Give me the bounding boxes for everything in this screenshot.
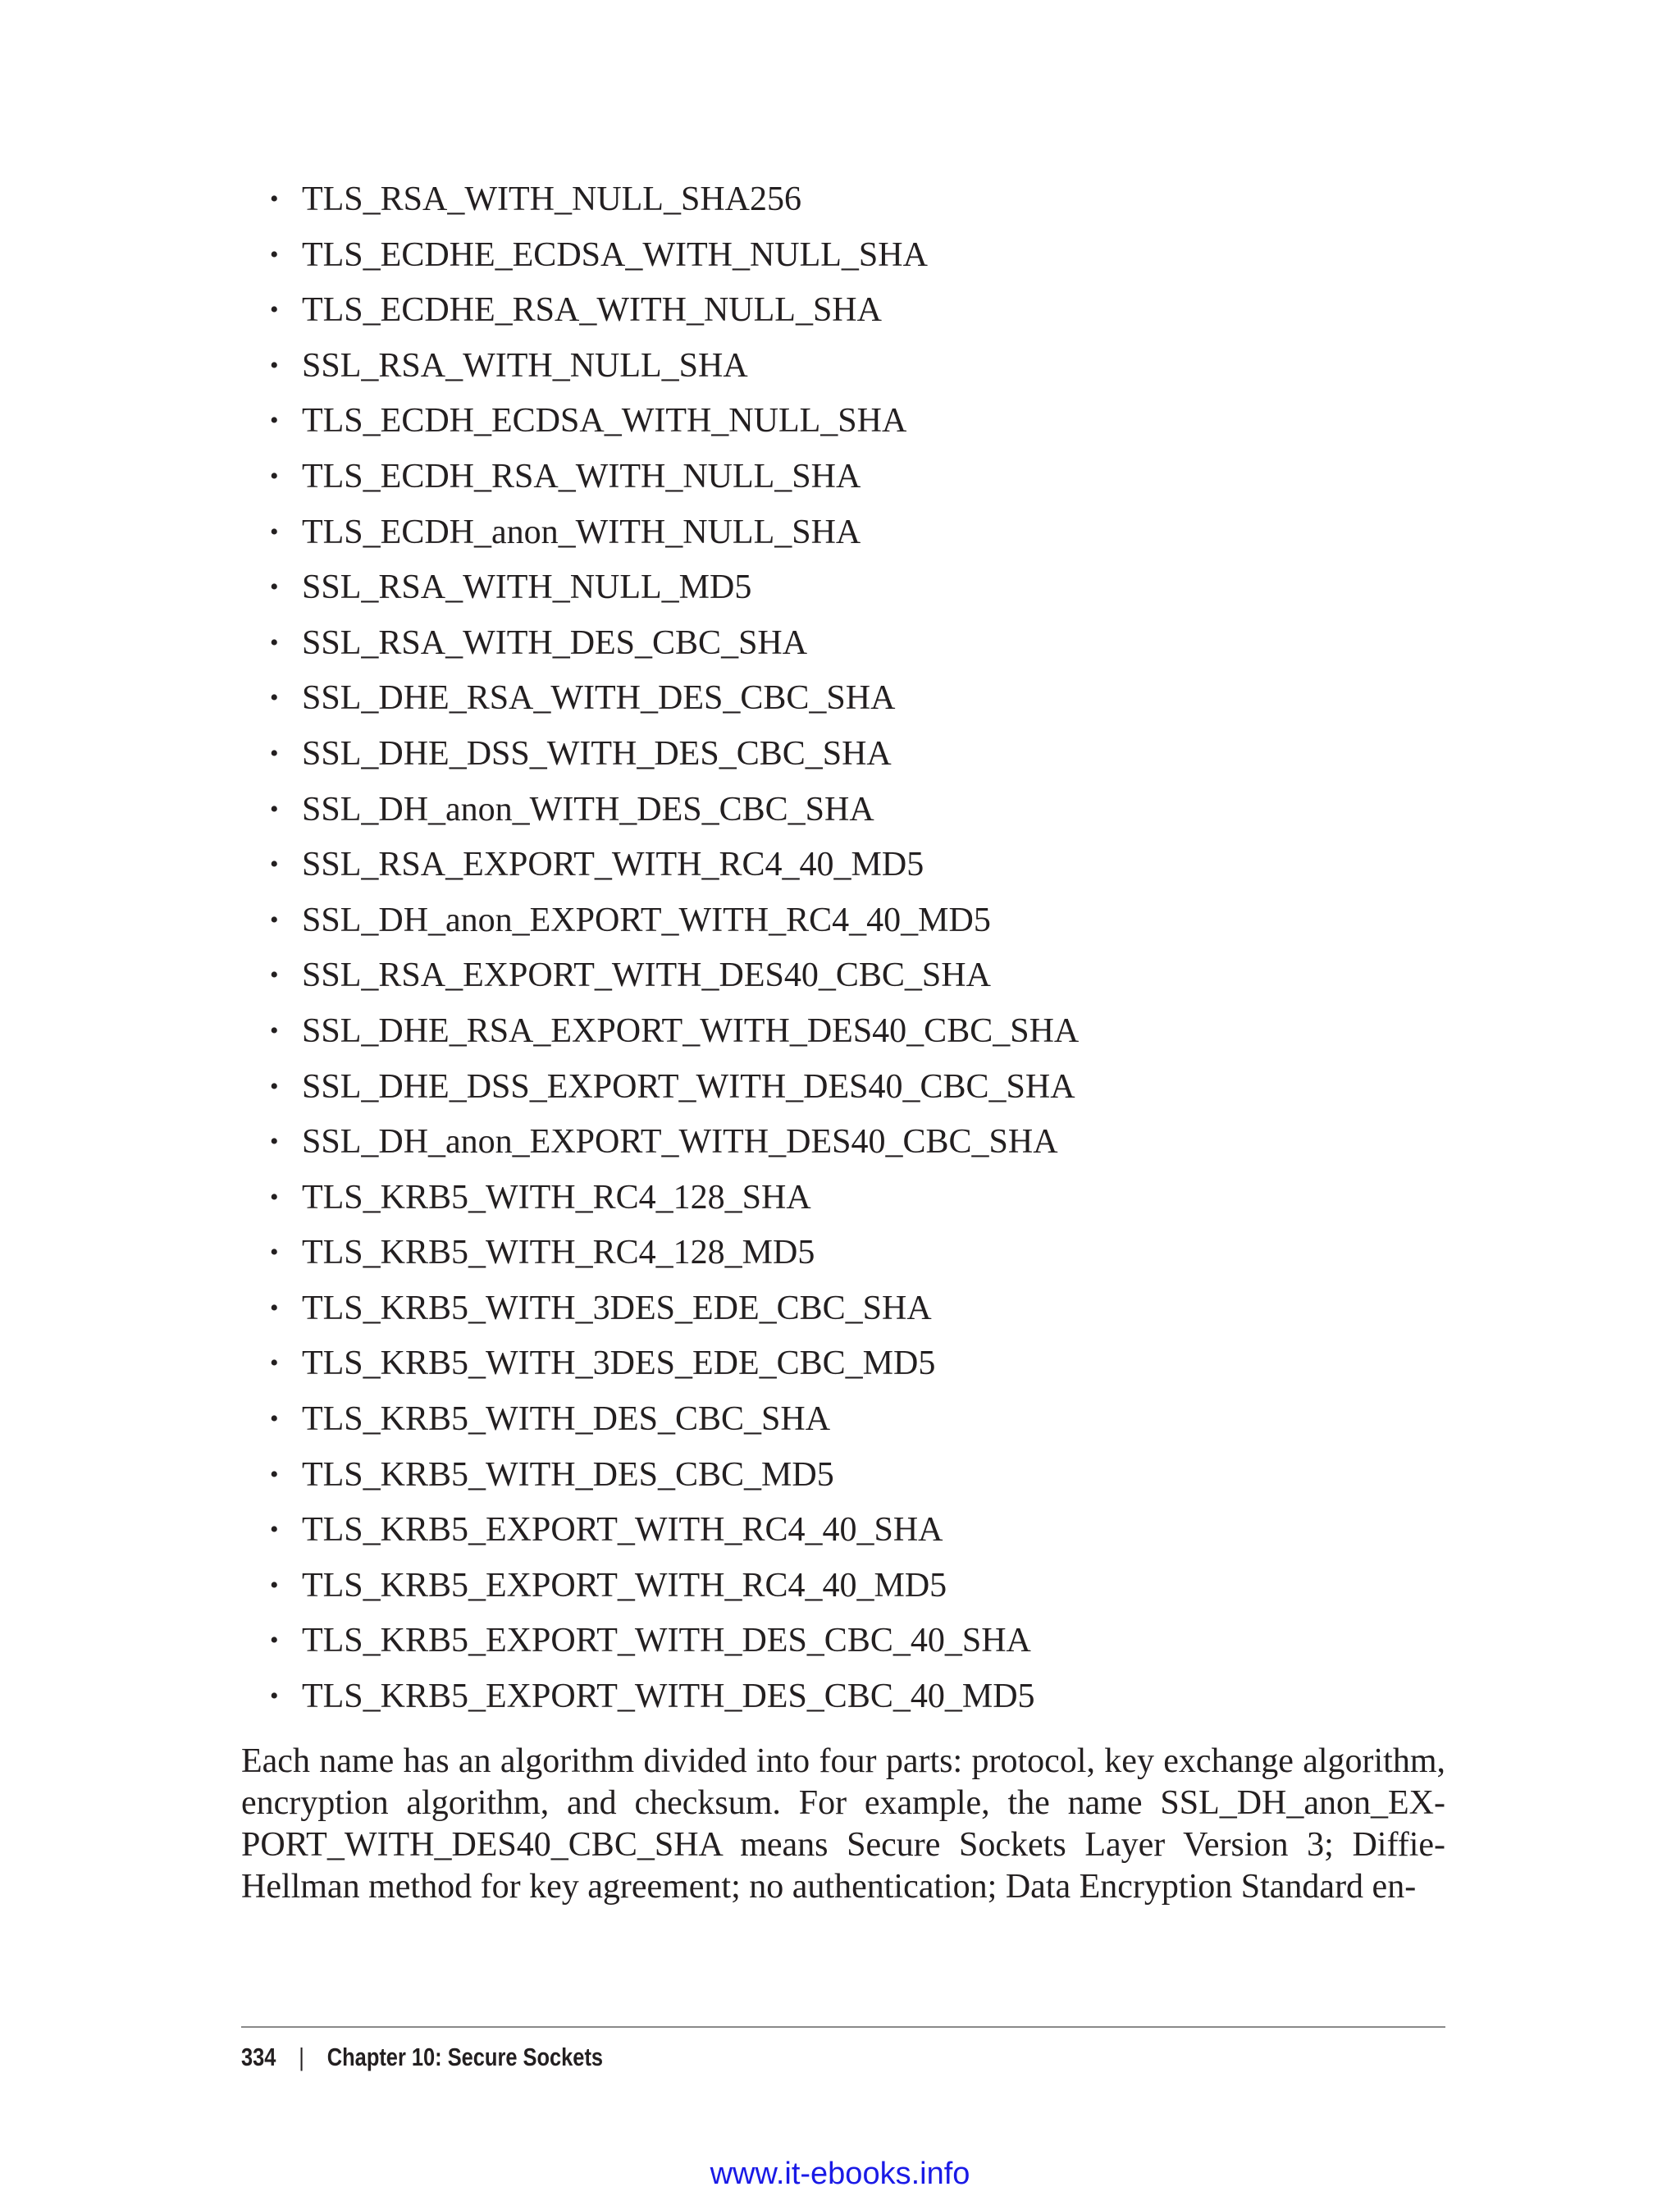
cipher-suite-name: TLS_KRB5_WITH_DES_CBC_SHA <box>302 1400 831 1439</box>
bullet-icon: • <box>270 1460 279 1488</box>
cipher-suite-name: TLS_KRB5_EXPORT_WITH_RC4_40_MD5 <box>302 1566 947 1605</box>
cipher-suite-name: TLS_KRB5_WITH_RC4_128_SHA <box>302 1178 811 1217</box>
list-item <box>243 1007 1079 1063</box>
list-item <box>243 1340 1079 1395</box>
bullet-icon: • <box>270 1072 279 1100</box>
cipher-suite-name: TLS_KRB5_WITH_3DES_EDE_CBC_MD5 <box>302 1344 936 1383</box>
list-item <box>243 1673 1079 1728</box>
bullet-icon: • <box>270 961 279 989</box>
cipher-suite-name: TLS_ECDHE_RSA_WITH_NULL_SHA <box>302 291 882 330</box>
list-item <box>243 1506 1079 1562</box>
bullet-icon: • <box>270 462 279 490</box>
list-item <box>243 619 1079 675</box>
cipher-suite-name: TLS_ECDH_ECDSA_WITH_NULL_SHA <box>302 402 907 441</box>
footer-separator: | <box>299 2043 304 2071</box>
cipher-suite-list <box>243 176 1079 1728</box>
bullet-icon: • <box>270 1682 279 1710</box>
list-item <box>243 176 1079 231</box>
cipher-suite-name: SSL_DHE_RSA_EXPORT_WITH_DES40_CBC_SHA <box>302 1011 1080 1050</box>
bullet-icon: • <box>270 1516 279 1544</box>
list-item <box>243 674 1079 730</box>
cipher-suite-name: SSL_RSA_WITH_NULL_MD5 <box>302 568 752 607</box>
bullet-icon: • <box>270 851 279 879</box>
bullet-icon: • <box>270 573 279 601</box>
page-number: 334 <box>241 2043 276 2071</box>
list-item <box>243 1118 1079 1174</box>
list-item <box>243 453 1079 509</box>
cipher-suite-name: TLS_RSA_WITH_NULL_SHA256 <box>302 180 801 218</box>
bullet-icon: • <box>270 739 279 767</box>
cipher-suite-name: TLS_KRB5_WITH_3DES_EDE_CBC_SHA <box>302 1289 932 1327</box>
list-item <box>243 509 1079 564</box>
cipher-suite-name: SSL_DHE_DSS_WITH_DES_CBC_SHA <box>302 734 892 773</box>
footer-rule <box>241 2026 1445 2028</box>
cipher-suite-name: TLS_KRB5_WITH_RC4_128_MD5 <box>302 1234 815 1272</box>
page-footer <box>241 2039 603 2075</box>
body-paragraph: Each name has an algorithm divided into four parts: protocol, key exchange algorithm, encryption algorithm, and checksum. For example, the name SSL_DH_anon_EX-PORT_WITH_DES40_CBC_SHA means Secure Sockets Layer Version 3; Diffie-Hellman method for key agreement; no authentication; Data Encryption Standard en- <box>241 1742 1445 1906</box>
bullet-icon: • <box>270 1627 279 1655</box>
bullet-icon: • <box>270 351 279 379</box>
bullet-icon: • <box>270 1405 279 1433</box>
cipher-suite-name: SSL_DHE_DSS_EXPORT_WITH_DES40_CBC_SHA <box>302 1067 1075 1106</box>
cipher-suite-name: SSL_RSA_EXPORT_WITH_DES40_CBC_SHA <box>302 956 991 995</box>
list-item <box>243 952 1079 1007</box>
list-item <box>243 786 1079 842</box>
cipher-suite-name: TLS_KRB5_EXPORT_WITH_DES_CBC_40_SHA <box>302 1622 1031 1660</box>
list-item <box>243 841 1079 897</box>
bullet-icon: • <box>270 628 279 656</box>
cipher-suite-name: SSL_DH_anon_WITH_DES_CBC_SHA <box>302 790 874 829</box>
chapter-title: Chapter 10: Secure Sockets <box>326 2043 604 2071</box>
cipher-suite-name: SSL_DH_anon_EXPORT_WITH_RC4_40_MD5 <box>302 901 991 939</box>
list-item <box>243 730 1079 786</box>
bullet-icon: • <box>270 795 279 823</box>
cipher-suite-name: SSL_DH_anon_EXPORT_WITH_DES40_CBC_SHA <box>302 1123 1058 1162</box>
watermark-link[interactable]: www.it-ebooks.info <box>710 2157 970 2191</box>
bullet-icon: • <box>270 1128 279 1156</box>
list-item <box>243 564 1079 619</box>
cipher-suite-name: TLS_ECDHE_ECDSA_WITH_NULL_SHA <box>302 235 928 274</box>
bullet-icon: • <box>270 1349 279 1377</box>
bullet-icon: • <box>270 1016 279 1044</box>
cipher-suite-name: TLS_KRB5_EXPORT_WITH_DES_CBC_40_MD5 <box>302 1678 1035 1716</box>
list-item <box>243 1174 1079 1230</box>
cipher-suite-name: TLS_ECDH_RSA_WITH_NULL_SHA <box>302 457 861 495</box>
cipher-suite-name: SSL_DHE_RSA_WITH_DES_CBC_SHA <box>302 679 896 718</box>
cipher-suite-name: SSL_RSA_WITH_DES_CBC_SHA <box>302 623 808 662</box>
bullet-icon: • <box>270 1183 279 1211</box>
list-item <box>243 286 1079 342</box>
list-item <box>243 897 1079 952</box>
bullet-icon: • <box>270 185 279 212</box>
cipher-suite-name: SSL_RSA_WITH_NULL_SHA <box>302 346 748 385</box>
list-item <box>243 231 1079 287</box>
list-item <box>243 1285 1079 1340</box>
bullet-icon: • <box>270 296 279 324</box>
list-item <box>243 1617 1079 1673</box>
cipher-suite-name: TLS_KRB5_EXPORT_WITH_RC4_40_SHA <box>302 1511 943 1550</box>
list-item <box>243 342 1079 398</box>
cipher-suite-name: TLS_KRB5_WITH_DES_CBC_MD5 <box>302 1455 834 1494</box>
cipher-suite-name: TLS_ECDH_anon_WITH_NULL_SHA <box>302 513 861 551</box>
list-item <box>243 1562 1079 1618</box>
bullet-icon: • <box>270 407 279 435</box>
bullet-icon: • <box>270 1571 279 1599</box>
bullet-icon: • <box>270 240 279 268</box>
list-item <box>243 397 1079 453</box>
list-item <box>243 1451 1079 1507</box>
list-item <box>243 1229 1079 1285</box>
cipher-suite-name: SSL_RSA_EXPORT_WITH_RC4_40_MD5 <box>302 846 924 884</box>
list-item <box>243 1063 1079 1119</box>
bullet-icon: • <box>270 1294 279 1322</box>
bullet-icon: • <box>270 684 279 712</box>
bullet-icon: • <box>270 518 279 546</box>
list-item <box>243 1395 1079 1451</box>
bullet-icon: • <box>270 1239 279 1267</box>
bullet-icon: • <box>270 906 279 934</box>
